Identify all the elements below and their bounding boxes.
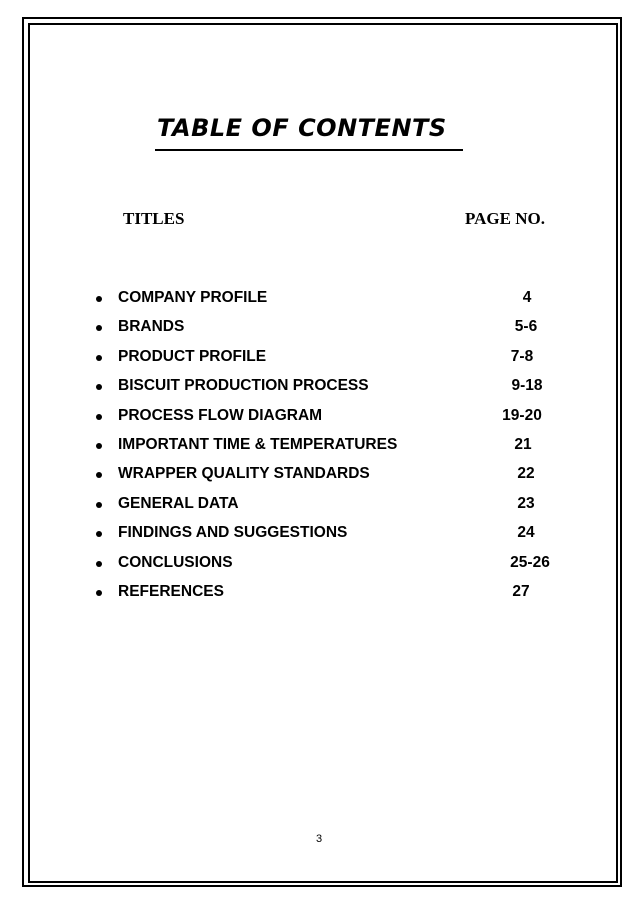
toc-entry[interactable] [96,407,566,436]
page-number-column-header: PAGE NO. [465,209,545,228]
toc-entry[interactable] [96,524,566,553]
bullet-icon [96,443,102,449]
page-number: 3 [315,833,323,845]
toc-entry-title: BISCUIT PRODUCTION PROCESS [118,377,369,395]
toc-entry-page: 25-26 [510,553,550,571]
toc-entry[interactable] [96,318,566,347]
toc-entry[interactable] [96,583,566,612]
toc-entry[interactable] [96,348,566,377]
toc-entry-page: 23 [517,494,535,512]
toc-entry-title: FINDINGS AND SUGGESTIONS [118,524,348,542]
toc-entry-page: 9-18 [511,377,543,395]
toc-list [96,289,566,612]
bullet-icon [96,325,102,331]
toc-entry[interactable] [96,554,566,583]
toc-entry-title: PRODUCT PROFILE [118,347,267,365]
title-underline [155,149,463,151]
toc-entry[interactable] [96,289,566,318]
toc-entry-page: 27 [512,582,530,600]
titles-column-header: TITLES [123,209,185,228]
toc-entry-title: WRAPPER QUALITY STANDARDS [118,465,370,483]
bullet-icon [96,531,102,537]
toc-entry[interactable] [96,495,566,524]
toc-entry[interactable] [96,465,566,494]
toc-entry[interactable] [96,377,566,406]
page-title: TABLE OF CONTENTS [157,114,447,142]
bullet-icon [96,355,102,361]
toc-entry-title: IMPORTANT TIME & TEMPERATURES [118,435,398,453]
toc-entry-title: BRANDS [118,318,185,336]
bullet-icon [96,590,102,596]
toc-entry-page: 24 [517,524,535,542]
toc-entry[interactable] [96,436,566,465]
bullet-icon [96,502,102,508]
toc-entry-page: 21 [514,435,532,453]
toc-entry-title: REFERENCES [118,582,224,600]
toc-entry-page: 22 [517,465,535,483]
toc-entry-title: CONCLUSIONS [118,553,233,571]
toc-entry-page: 7-8 [510,347,534,365]
bullet-icon [96,414,102,420]
toc-entry-title: COMPANY PROFILE [118,289,268,306]
toc-entry-title: GENERAL DATA [118,494,239,512]
bullet-icon [96,472,102,478]
toc-entry-title: PROCESS FLOW DIAGRAM [118,406,323,424]
bullet-icon [96,296,102,302]
toc-entry-page: 19-20 [502,406,542,424]
toc-entry-page: 4 [522,289,532,306]
bullet-icon [96,384,102,390]
bullet-icon [96,561,102,567]
toc-entry-page: 5-6 [514,318,538,336]
